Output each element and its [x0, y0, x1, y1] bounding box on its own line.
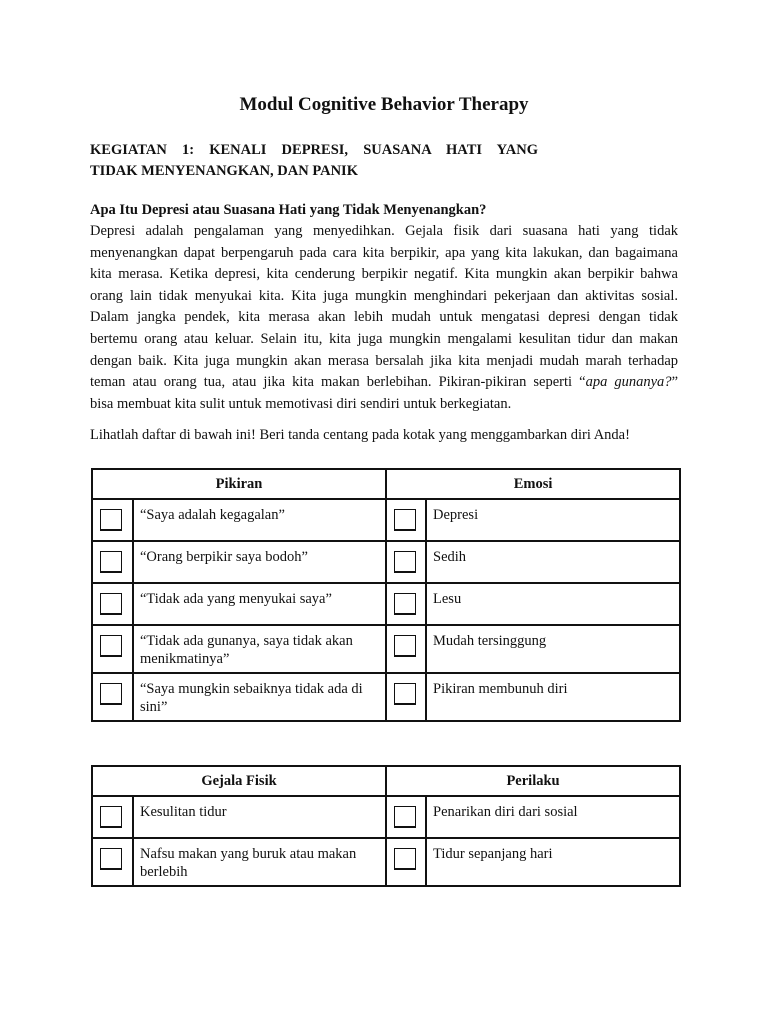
section-heading-line-1: KEGIATAN 1: KENALI DEPRESI, SUASANA HATI YANG	[90, 142, 538, 158]
behavior-item: Tidur sepanjang hari	[426, 838, 680, 886]
table-row	[92, 583, 680, 625]
emotion-item: Pikiran membunuh diri	[426, 673, 680, 721]
table-row	[92, 673, 680, 721]
quote-close: ”	[671, 374, 678, 391]
column-header-perilaku: Perilaku	[386, 766, 680, 796]
checkbox[interactable]	[100, 806, 122, 828]
section-heading	[90, 140, 538, 182]
symptom-item: Nafsu makan yang buruk atau makan berlebih	[133, 838, 386, 886]
checkbox[interactable]	[394, 806, 416, 828]
thought-item: “Orang berpikir saya bodoh”	[133, 541, 386, 583]
paragraph-line: dengan baik. Kita juga mungkin akan merasa bersalah jika kita menjadi mudah marah terhadap	[90, 352, 678, 369]
sub-heading: Apa Itu Depresi atau Suasana Hati yang Tidak Menyenangkan?	[90, 202, 487, 218]
table-row	[92, 625, 680, 673]
checkbox[interactable]	[100, 635, 122, 657]
paragraph-line: menyenangkan dapat berpengaruh pada cara kita berpikir, apa yang kita lakukan, dan bagaimana	[90, 244, 678, 261]
checkbox[interactable]	[100, 509, 122, 531]
paragraph-line: Depresi adalah pengalaman yang menyedihkan. Gejala fisik dari suasana hati yang tidak	[90, 223, 678, 239]
body-paragraph	[90, 221, 678, 415]
column-header-gejala-fisik: Gejala Fisik	[92, 766, 386, 796]
checkbox[interactable]	[394, 509, 416, 531]
paragraph-line: orang lain tidak menyukai kita. Kita juga mungkin menghindari pekerjaan dan aktivitas sosial.	[90, 287, 678, 304]
table-row	[92, 541, 680, 583]
italic-phrase: apa gunanya?	[585, 374, 672, 391]
checkbox[interactable]	[100, 593, 122, 615]
instruction-text: Lihatlah daftar di bawah ini! Beri tanda centang pada kotak yang menggambarkan diri Anda!	[90, 427, 630, 443]
checkbox[interactable]	[394, 683, 416, 705]
checkbox[interactable]	[394, 551, 416, 573]
thought-item: “Saya adalah kegagalan”	[133, 499, 386, 541]
section-heading-line-2: TIDAK MENYENANGKAN, DAN PANIK	[90, 163, 358, 179]
paragraph-line: kita merasa. Ketika depresi, kita cenderung berpikir negatif. Kita mungkin akan berpikir bahwa	[90, 266, 678, 283]
checkbox[interactable]	[394, 848, 416, 870]
table-row	[92, 838, 680, 886]
thought-item: “Tidak ada gunanya, saya tidak akan menikmatinya”	[133, 625, 386, 673]
physical-behavior-table	[91, 765, 681, 887]
table-row	[92, 796, 680, 838]
behavior-item: Penarikan diri dari sosial	[426, 796, 680, 838]
checkbox[interactable]	[100, 683, 122, 705]
column-header-emosi: Emosi	[386, 469, 680, 499]
checkbox[interactable]	[100, 551, 122, 573]
emotion-item: Mudah tersinggung	[426, 625, 680, 673]
checkbox[interactable]	[100, 848, 122, 870]
thoughts-emotions-table	[91, 468, 681, 722]
emotion-item: Depresi	[426, 499, 680, 541]
paragraph-line-with-quote	[90, 372, 678, 394]
checkbox[interactable]	[394, 593, 416, 615]
table-row	[92, 499, 680, 541]
column-header-pikiran: Pikiran	[92, 469, 386, 499]
paragraph-line: bertemu orang atau keluar. Selain itu, kita juga mungkin mengalami kesulitan tidur dan makan	[90, 330, 678, 347]
paragraph-line: bisa membuat kita sulit untuk memotivasi diri sendiri untuk berkegiatan.	[90, 395, 512, 412]
paragraph-line-text: teman atau orang tua, atau jika kita makan berlebihan. Pikiran-pikiran seperti “	[90, 374, 586, 391]
symptom-item: Kesulitan tidur	[133, 796, 386, 838]
thought-item: “Saya mungkin sebaiknya tidak ada di sini”	[133, 673, 386, 721]
emotion-item: Lesu	[426, 583, 680, 625]
paragraph-line: Dalam jangka pendek, kita merasa akan lebih mudah untuk mengatasi depresi dengan tidak	[90, 309, 678, 326]
thought-item: “Tidak ada yang menyukai saya”	[133, 583, 386, 625]
checkbox[interactable]	[394, 635, 416, 657]
page-title: Modul Cognitive Behavior Therapy	[239, 94, 529, 115]
emotion-item: Sedih	[426, 541, 680, 583]
